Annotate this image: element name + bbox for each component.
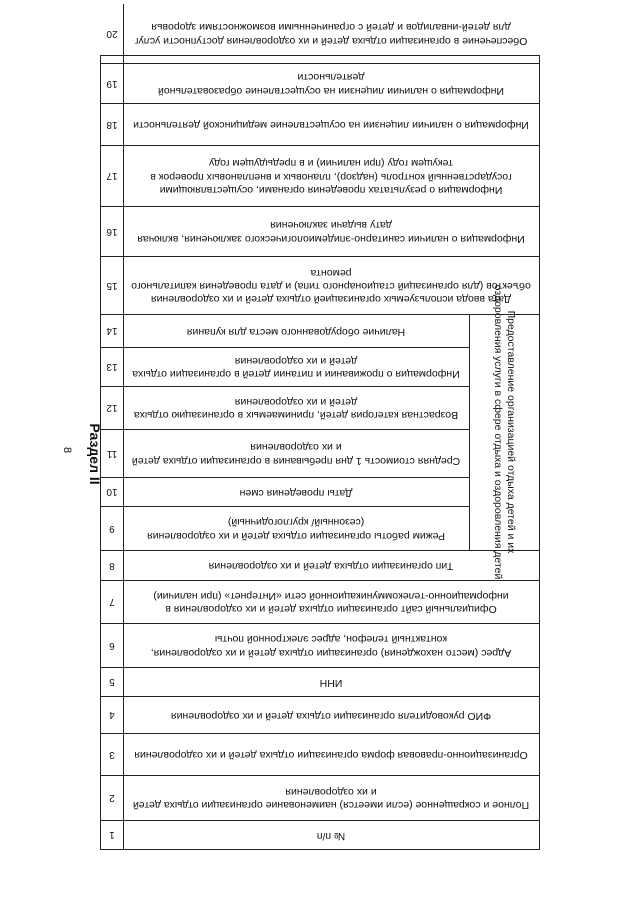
group-cell xyxy=(469,285,539,580)
row-number: 4 xyxy=(101,697,124,733)
row-number: 18 xyxy=(101,104,124,145)
row-number: 13 xyxy=(101,348,124,386)
table-row xyxy=(101,697,539,734)
table-row xyxy=(101,430,469,478)
table-row xyxy=(101,104,539,146)
row-text: Информация о проживании и питании детей в организации отдыха детей и их оздоровления xyxy=(132,355,460,381)
row-text: № п/п xyxy=(316,829,346,842)
row-text: Наличие оборудованного места для купания xyxy=(186,325,406,338)
table-row xyxy=(101,207,539,257)
table-container xyxy=(100,21,540,850)
table-row xyxy=(101,257,539,315)
row-text: Официальный сайт организации отдыха детей и их оздоровления в информационно-телекоммуникационной сети «Интернет» (при наличии) xyxy=(153,590,509,616)
row-number: 20 xyxy=(101,4,124,63)
row-text: ФИО руководителя организации отдыха детей и их оздоровления xyxy=(170,709,492,722)
row-number: 12 xyxy=(101,387,124,429)
table-row xyxy=(101,776,539,821)
table-row xyxy=(101,387,469,430)
row-number: 16 xyxy=(101,207,124,256)
group-label: Предоставление организацией отдыха детей и их оздоровления услуги в сфере отдыха и оздоровления детей xyxy=(492,285,518,580)
row-number: 5 xyxy=(101,668,124,696)
table-row xyxy=(101,581,539,624)
table-row xyxy=(101,507,469,551)
row-number: 8 xyxy=(101,551,124,580)
row-number: 14 xyxy=(101,315,124,347)
row-text: Возрастная категория детей, принимаемых в организацию отдыха детей и их оздоровления xyxy=(133,396,459,422)
table-row xyxy=(101,668,539,697)
row-number: 17 xyxy=(101,146,124,206)
row-text: Информация о результатах проведения органами, осуществляющими государственный контроль (надзор), плановых и внеплановых проверок в текущем году (при наличии) и в предыдущем году xyxy=(150,157,512,196)
row-number: 19 xyxy=(101,64,124,103)
row-text: Тип организации отдыха детей и их оздоровления xyxy=(208,560,454,573)
row-text: Даты проведения смен xyxy=(239,486,353,499)
row-number: 1 xyxy=(101,821,124,849)
page-number: 8 xyxy=(61,446,73,454)
row-text: Адрес (место нахождения) организации отдыха детей и их оздоровления, контактный телефон, адрес электронной почты xyxy=(150,633,512,659)
row-number: 2 xyxy=(101,776,124,820)
row-text: Режим работы организации отдыха детей и их оздоровления (сезонный/ круглогодичный) xyxy=(147,516,445,542)
row-text: Средняя стоимость 1 дня пребывания в организации отдыха детей и их оздоровления xyxy=(131,441,461,467)
table-row xyxy=(101,315,469,348)
row-text: ИНН xyxy=(319,676,343,689)
row-number: 6 xyxy=(101,624,124,667)
table-row xyxy=(101,624,539,668)
table-row xyxy=(101,821,539,849)
row-text: Дата ввода используемых организацией отдыха детей и их оздоровления объектов (для организаций стационарного типа) и дата проведения капитального ремонта xyxy=(131,266,531,306)
row-number: 11 xyxy=(101,430,124,477)
table-row xyxy=(101,734,539,776)
table-row xyxy=(101,551,539,581)
table-row xyxy=(101,64,539,104)
row-text: Обеспечение в организации отдыха детей и их оздоровления доступности услуг для детей-инвалидов и детей с ограниченными возможностями здоровья xyxy=(134,21,528,47)
table-row xyxy=(101,348,469,387)
table-row xyxy=(101,146,539,207)
row-text: Организационно-правовая форма организации отдыха детей и их оздоровления xyxy=(134,749,528,762)
row-number: 15 xyxy=(101,257,124,314)
row-number: 9 xyxy=(101,507,124,550)
row-text: Информация о наличии лицензии на осуществление образовательной деятельности xyxy=(157,71,505,97)
table-row xyxy=(101,4,539,64)
row-text: Полное и сокращенное (если имеется) наименование организации отдыха детей и их оздоровления xyxy=(132,786,530,812)
row-number: 3 xyxy=(101,734,124,775)
section-title: Раздел II xyxy=(87,423,103,485)
row-text: Информация о наличии лицензии на осуществление медицинской деятельности xyxy=(133,119,529,132)
row-number: 10 xyxy=(101,478,124,506)
table-row xyxy=(101,478,469,507)
row-text: Информация о наличии санитарно-эпидемиологического заключения, включая дату выдачи заключения xyxy=(137,219,525,245)
data-table xyxy=(100,21,540,850)
row-number: 7 xyxy=(101,581,124,623)
